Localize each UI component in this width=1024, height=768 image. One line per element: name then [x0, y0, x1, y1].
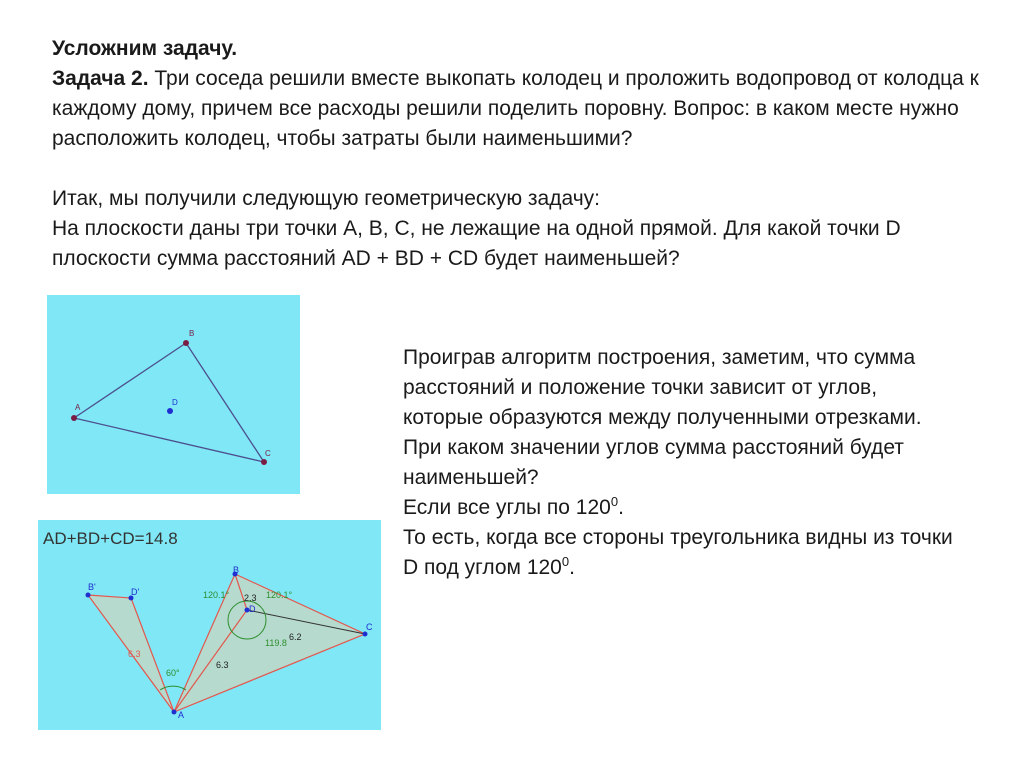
- side-paragraph-3: То есть, когда все стороны треугольника видны из точки D под углом $120^0$.: [403, 526, 953, 579]
- angle-label-a: 60°: [166, 668, 180, 678]
- point-a: [71, 415, 77, 421]
- label-d: D: [249, 604, 256, 614]
- label-b: B: [233, 565, 240, 575]
- label-b-prime: B': [88, 582, 96, 592]
- label-b: B: [189, 329, 195, 338]
- label-d: D: [172, 398, 178, 407]
- side-paragraph-1: Проиграв алгоритм построения, заметим, что сумма расстояний и положение точки зависит от углов, которые образуются между полученными отрезками. При каком значении углов сумма расстояний будет наименьшей?: [403, 346, 922, 489]
- problem-text: Три соседа решили вместе выкопать колодец и проложить водопровод от колодца к каждому дому, причем все расходы решили поделить поровну. Вопрос: в каком месте нужно расположить колодец, чтобы затраты были наименьшими?: [52, 67, 979, 150]
- heading: Усложним задачу.: [52, 37, 238, 60]
- label-a: A: [178, 710, 185, 720]
- figure2-title: AD+BD+CD=14.8: [43, 529, 178, 548]
- side-paragraph-2: Если все углы по $120^0$.: [403, 494, 624, 519]
- figure-construction: [38, 520, 381, 730]
- angle-label-left: 120.1°: [203, 590, 230, 600]
- label-c: C: [265, 449, 271, 458]
- point-a: [172, 710, 177, 715]
- angle-label-right: 120.1°: [266, 590, 293, 600]
- label-a: A: [75, 403, 81, 412]
- length-ab-prime: 6.3: [128, 649, 141, 659]
- length-cd: 6.2: [289, 632, 302, 642]
- length-ad: 6.3: [216, 660, 229, 670]
- side-text: [403, 343, 963, 583]
- label-c: C: [366, 622, 373, 632]
- problem-paragraph: [52, 64, 992, 154]
- point-c: [363, 632, 368, 637]
- figure-triangle: [47, 295, 300, 494]
- point-d: [167, 408, 173, 414]
- point-b: [183, 340, 189, 346]
- summary-text: На плоскости даны три точки A, B, C, не лежащие на одной прямой. Для какой точки D плоскости сумма расстояний AD + BD + CD будет наименьшей?: [52, 217, 901, 270]
- label-d-prime: D': [131, 587, 140, 597]
- intro-text: [52, 34, 992, 274]
- summary-intro: Итак, мы получили следующую геометрическую задачу:: [52, 187, 600, 210]
- angle-label-bottom: 119.8: [265, 638, 287, 648]
- problem-label: Задача 2.: [52, 67, 149, 90]
- point-c: [261, 459, 267, 465]
- length-bd: 2.3: [244, 593, 257, 603]
- point-b-prime: [86, 593, 91, 598]
